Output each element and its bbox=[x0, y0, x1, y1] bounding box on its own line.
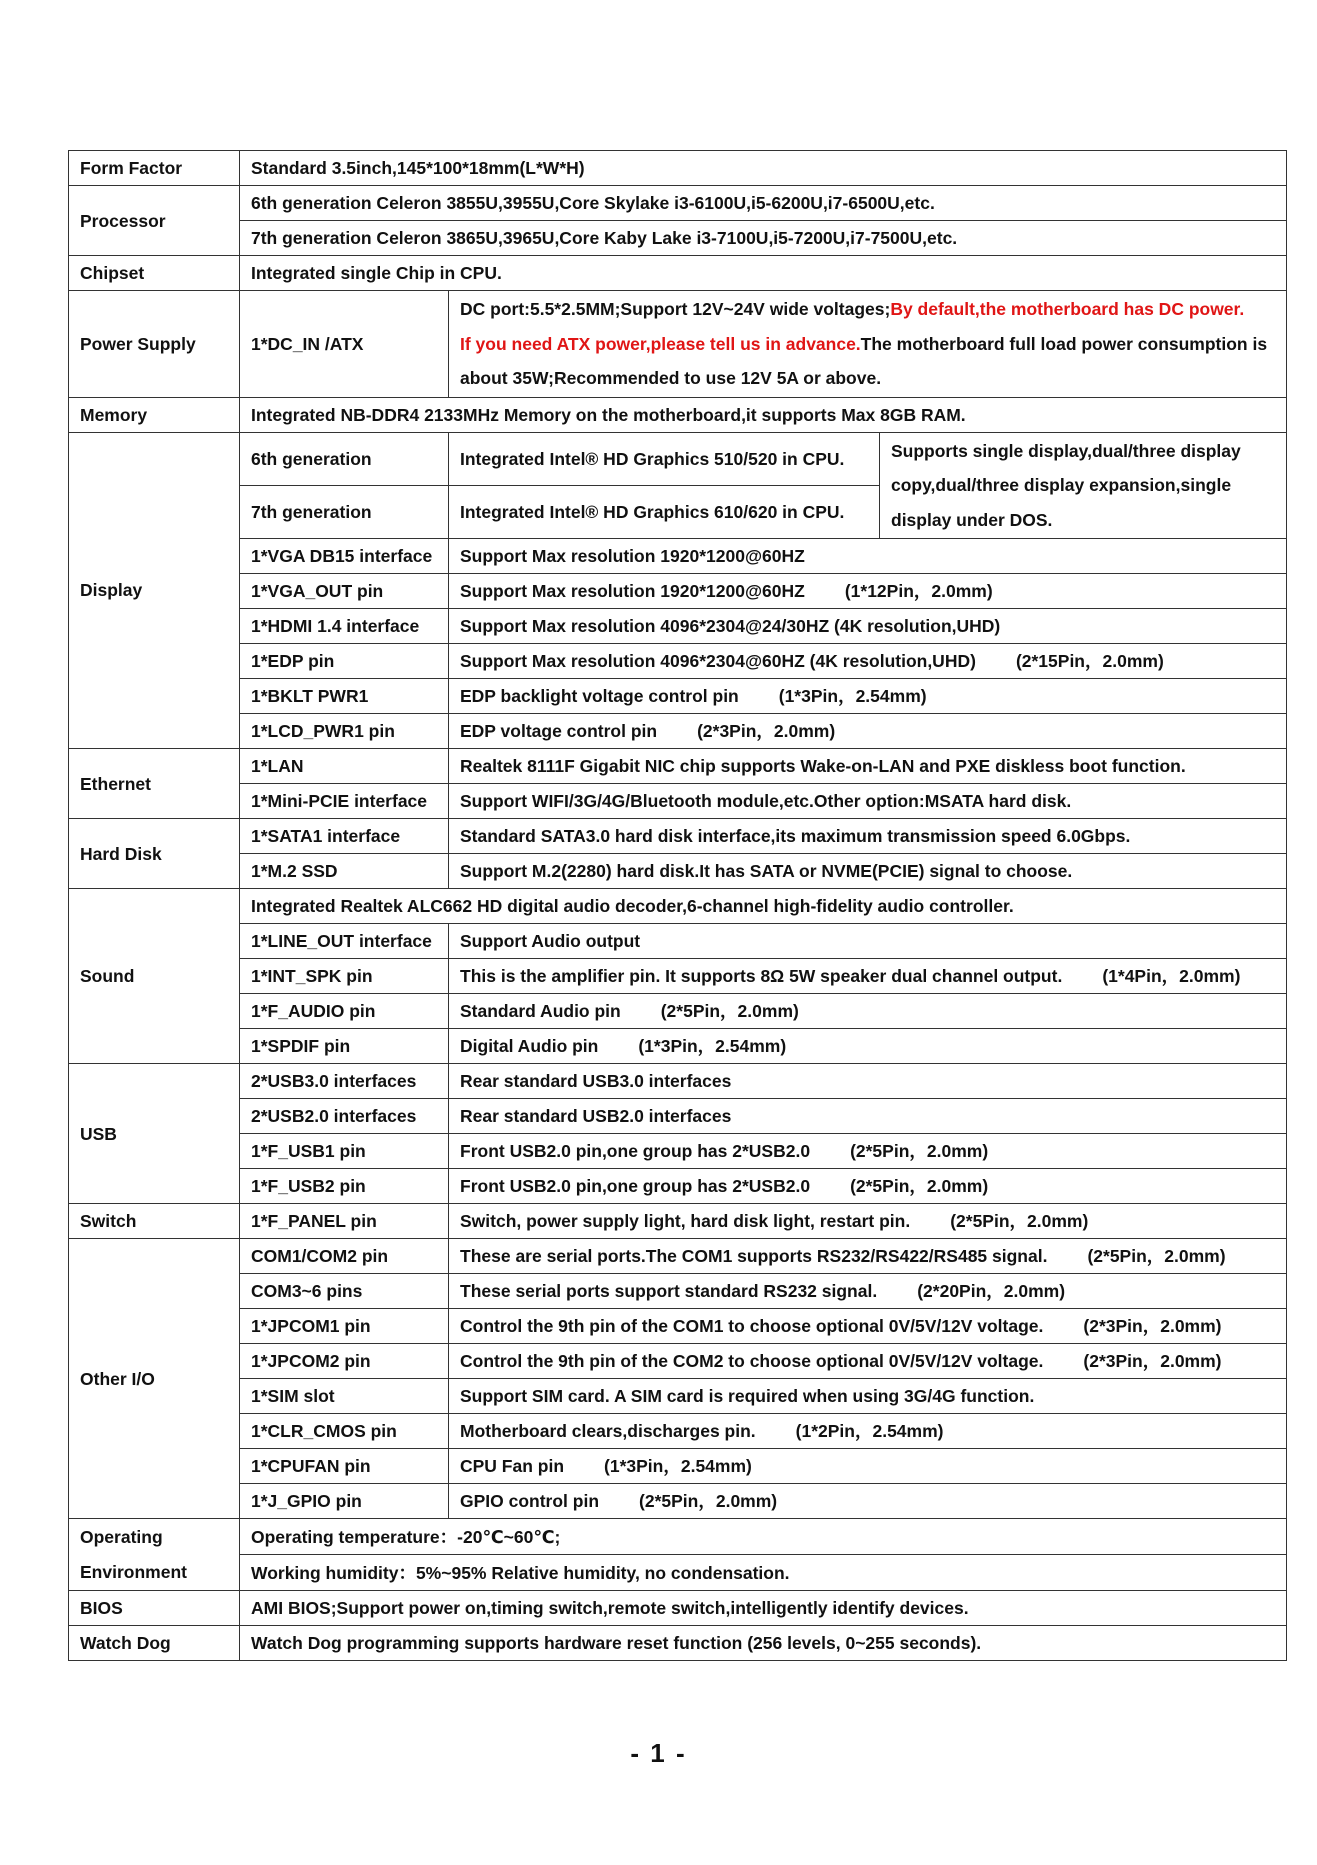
description-text: Support Audio output bbox=[460, 931, 641, 951]
row-display bbox=[69, 679, 1287, 714]
description-text: Support Max resolution 1920*1200@60HZ bbox=[460, 546, 805, 566]
row-label: Ethernet bbox=[69, 749, 240, 819]
row-value: Integrated Realtek ALC662 HD digital audio decoder,6-channel high-fidelity audio controller. bbox=[240, 889, 1287, 924]
item-description bbox=[449, 959, 1287, 994]
row-label: Display bbox=[69, 432, 240, 749]
item-description bbox=[449, 1484, 1287, 1519]
pin-spec: (1*4Pin，2.0mm) bbox=[1102, 966, 1241, 986]
item-name: 1*F_AUDIO pin bbox=[240, 994, 449, 1029]
row-other-io bbox=[69, 1309, 1287, 1344]
pin-spec: (1*3Pin，2.54mm) bbox=[638, 1036, 787, 1056]
item-description bbox=[449, 1064, 1287, 1099]
row-display bbox=[69, 714, 1287, 749]
row-sound bbox=[69, 1029, 1287, 1064]
description-text: Front USB2.0 pin,one group has 2*USB2.0 bbox=[460, 1176, 811, 1196]
pin-spec: (2*5Pin，2.0mm) bbox=[850, 1141, 989, 1161]
description-text: Support SIM card. A SIM card is required when using 3G/4G function. bbox=[460, 1386, 1035, 1406]
row-value: Working humidity：5%~95% Relative humidity, no condensation. bbox=[240, 1555, 1287, 1591]
item-name: 1*LCD_PWR1 pin bbox=[240, 714, 449, 749]
row-display bbox=[69, 644, 1287, 679]
row-label: Chipset bbox=[69, 256, 240, 291]
description-text: Support WIFI/3G/4G/Bluetooth module,etc.Other option:MSATA hard disk. bbox=[460, 791, 1072, 811]
pin-spec: (1*2Pin，2.54mm) bbox=[795, 1421, 944, 1441]
pin-spec: (2*5Pin，2.0mm) bbox=[1087, 1246, 1226, 1266]
pin-spec: (2*20Pin，2.0mm) bbox=[917, 1281, 1066, 1301]
item-description bbox=[449, 679, 1287, 714]
item-description bbox=[449, 854, 1287, 889]
row-sound bbox=[69, 994, 1287, 1029]
description-text: These are serial ports.The COM1 supports RS232/RS422/RS485 signal. bbox=[460, 1246, 1048, 1266]
item-name: 1*INT_SPK pin bbox=[240, 959, 449, 994]
row-bios bbox=[69, 1591, 1287, 1626]
row-display bbox=[69, 539, 1287, 574]
description-text: EDP backlight voltage control pin bbox=[460, 686, 739, 706]
spec-table bbox=[68, 150, 1287, 1661]
description-text: GPIO control pin bbox=[460, 1491, 600, 1511]
item-name: 1*F_USB2 pin bbox=[240, 1169, 449, 1204]
row-switch bbox=[69, 1204, 1287, 1239]
item-name: 1*BKLT PWR1 bbox=[240, 679, 449, 714]
item-description bbox=[449, 1344, 1287, 1379]
item-name: 1*VGA_OUT pin bbox=[240, 574, 449, 609]
row-other-io bbox=[69, 1484, 1287, 1519]
row-power-supply bbox=[69, 291, 1287, 398]
spec-table-body bbox=[69, 151, 1287, 1661]
item-name: 1*VGA DB15 interface bbox=[240, 539, 449, 574]
item-name: COM3~6 pins bbox=[240, 1274, 449, 1309]
item-description bbox=[449, 1379, 1287, 1414]
item-name: 1*J_GPIO pin bbox=[240, 1484, 449, 1519]
description-text: Support M.2(2280) hard disk.It has SATA or NVME(PCIE) signal to choose. bbox=[460, 861, 1073, 881]
item-name: COM1/COM2 pin bbox=[240, 1239, 449, 1274]
item-name: 1*SATA1 interface bbox=[240, 819, 449, 854]
row-environment bbox=[69, 1519, 1287, 1555]
row-processor bbox=[69, 221, 1287, 256]
row-value: AMI BIOS;Support power on,timing switch,remote switch,intelligently identify devices. bbox=[240, 1591, 1287, 1626]
description-text: Standard Audio pin bbox=[460, 1001, 621, 1021]
item-description bbox=[449, 1239, 1287, 1274]
pin-spec: (2*15Pin，2.0mm) bbox=[1015, 651, 1164, 671]
description-text: Front USB2.0 pin,one group has 2*USB2.0 bbox=[460, 1141, 811, 1161]
warning-text: If you need ATX power,please tell us in advance. bbox=[460, 333, 861, 354]
item-description bbox=[449, 1169, 1287, 1204]
warning-text: By default,the motherboard has DC power. bbox=[890, 299, 1245, 319]
row-sound bbox=[69, 959, 1287, 994]
row-display bbox=[69, 574, 1287, 609]
item-name: 1*DC_IN /ATX bbox=[240, 291, 449, 398]
row-sound bbox=[69, 924, 1287, 959]
row-label: Watch Dog bbox=[69, 1626, 240, 1661]
power-description bbox=[449, 291, 1287, 398]
item-name: 1*LAN bbox=[240, 749, 449, 784]
description-text: This is the amplifier pin. It supports 8Ω 5W speaker dual channel output. bbox=[460, 966, 1063, 986]
row-label: BIOS bbox=[69, 1591, 240, 1626]
row-usb bbox=[69, 1064, 1287, 1099]
pin-spec: (2*3Pin，2.0mm) bbox=[1083, 1316, 1222, 1336]
row-display bbox=[69, 609, 1287, 644]
item-description bbox=[449, 994, 1287, 1029]
row-label: Power Supply bbox=[69, 291, 240, 398]
row-other-io bbox=[69, 1274, 1287, 1309]
row-label: Memory bbox=[69, 397, 240, 432]
item-description bbox=[449, 1099, 1287, 1134]
item-description bbox=[449, 749, 1287, 784]
description-text: Support Max resolution 1920*1200@60HZ bbox=[460, 581, 805, 601]
item-name: 1*SIM slot bbox=[240, 1379, 449, 1414]
row-value: Integrated single Chip in CPU. bbox=[240, 256, 1287, 291]
row-usb bbox=[69, 1099, 1287, 1134]
item-name: 2*USB3.0 interfaces bbox=[240, 1064, 449, 1099]
row-memory bbox=[69, 397, 1287, 432]
item-description bbox=[449, 574, 1287, 609]
item-description bbox=[449, 1204, 1287, 1239]
description-text: Control the 9th pin of the COM2 to choose optional 0V/5V/12V voltage. bbox=[460, 1351, 1044, 1371]
row-processor bbox=[69, 186, 1287, 221]
row-label: Form Factor bbox=[69, 151, 240, 186]
item-description bbox=[449, 819, 1287, 854]
pin-spec: (1*12Pin，2.0mm) bbox=[844, 581, 993, 601]
row-other-io bbox=[69, 1239, 1287, 1274]
item-description bbox=[449, 644, 1287, 679]
row-hard-disk bbox=[69, 819, 1287, 854]
item-description bbox=[449, 1309, 1287, 1344]
pin-spec: (2*5Pin，2.0mm) bbox=[850, 1176, 989, 1196]
row-sound bbox=[69, 889, 1287, 924]
row-other-io bbox=[69, 1414, 1287, 1449]
item-name: 1*HDMI 1.4 interface bbox=[240, 609, 449, 644]
description-text: Digital Audio pin bbox=[460, 1036, 599, 1056]
row-display bbox=[69, 432, 1287, 485]
row-value: 6th generation Celeron 3855U,3955U,Core Skylake i3-6100U,i5-6200U,i7-6500U,etc. bbox=[240, 186, 1287, 221]
item-description bbox=[449, 539, 1287, 574]
description-text: EDP voltage control pin bbox=[460, 721, 658, 741]
row-ethernet bbox=[69, 784, 1287, 819]
item-description: Integrated Intel® HD Graphics 510/520 in CPU. bbox=[449, 432, 880, 485]
row-label: Other I/O bbox=[69, 1239, 240, 1519]
description-text: DC port:5.5*2.5MM;Support 12V~24V wide voltages; bbox=[460, 299, 891, 319]
pin-spec: (1*3Pin，2.54mm) bbox=[778, 686, 927, 706]
pin-spec: (1*3Pin，2.54mm) bbox=[604, 1456, 752, 1476]
row-label: Hard Disk bbox=[69, 819, 240, 889]
row-form-factor bbox=[69, 151, 1287, 186]
item-description bbox=[449, 714, 1287, 749]
item-description: Integrated Intel® HD Graphics 610/620 in CPU. bbox=[449, 485, 880, 538]
row-value: Standard 3.5inch,145*100*18mm(L*W*H) bbox=[240, 151, 1287, 186]
row-label: Operating Environment bbox=[69, 1519, 240, 1591]
description-text: Standard SATA3.0 hard disk interface,its maximum transmission speed 6.0Gbps. bbox=[460, 826, 1131, 846]
page-number: - 1 - bbox=[630, 1738, 687, 1768]
item-name: 1*JPCOM1 pin bbox=[240, 1309, 449, 1344]
item-name: 7th generation bbox=[240, 485, 449, 538]
row-label: Switch bbox=[69, 1204, 240, 1239]
description-text: The motherboard full load power consumption is about 35W;Recommended to use 12V 5A or above. bbox=[460, 333, 1268, 388]
row-value: Watch Dog programming supports hardware reset function (256 levels, 0~255 seconds). bbox=[240, 1626, 1287, 1661]
row-watchdog bbox=[69, 1626, 1287, 1661]
pin-spec: (2*5Pin，2.0mm) bbox=[660, 1001, 799, 1021]
row-environment bbox=[69, 1555, 1287, 1591]
item-description bbox=[449, 924, 1287, 959]
item-name: 1*Mini-PCIE interface bbox=[240, 784, 449, 819]
display-note: Supports single display,dual/three display copy,dual/three display expansion,single display under DOS. bbox=[880, 432, 1287, 539]
description-text: Realtek 8111F Gigabit NIC chip supports Wake-on-LAN and PXE diskless boot function. bbox=[460, 756, 1186, 776]
row-label: Processor bbox=[69, 186, 240, 256]
item-name: 1*SPDIF pin bbox=[240, 1029, 449, 1064]
description-text: Rear standard USB3.0 interfaces bbox=[460, 1071, 732, 1091]
item-name: 1*M.2 SSD bbox=[240, 854, 449, 889]
item-description bbox=[449, 1274, 1287, 1309]
pin-spec: (2*3Pin，2.0mm) bbox=[697, 721, 836, 741]
item-name: 1*EDP pin bbox=[240, 644, 449, 679]
row-ethernet bbox=[69, 749, 1287, 784]
description-text: These serial ports support standard RS232 signal. bbox=[460, 1281, 878, 1301]
item-description bbox=[449, 1029, 1287, 1064]
item-name: 2*USB2.0 interfaces bbox=[240, 1099, 449, 1134]
description-text: Support Max resolution 4096*2304@60HZ (4K resolution,UHD) bbox=[460, 651, 976, 671]
item-name: 1*F_USB1 pin bbox=[240, 1134, 449, 1169]
description-text: Switch, power supply light, hard disk light, restart pin. bbox=[460, 1211, 911, 1231]
description-text: Motherboard clears,discharges pin. bbox=[460, 1421, 756, 1441]
row-label: Sound bbox=[69, 889, 240, 1064]
row-value: 7th generation Celeron 3865U,3965U,Core Kaby Lake i3-7100U,i5-7200U,i7-7500U,etc. bbox=[240, 221, 1287, 256]
pin-spec: (2*5Pin，2.0mm) bbox=[639, 1491, 778, 1511]
item-name: 1*JPCOM2 pin bbox=[240, 1344, 449, 1379]
description-text: Rear standard USB2.0 interfaces bbox=[460, 1106, 732, 1126]
item-description bbox=[449, 1414, 1287, 1449]
row-label: USB bbox=[69, 1064, 240, 1204]
row-value: Integrated NB-DDR4 2133MHz Memory on the motherboard,it supports Max 8GB RAM. bbox=[240, 397, 1287, 432]
description-text: Support Max resolution 4096*2304@24/30HZ (4K resolution,UHD) bbox=[460, 616, 1001, 636]
row-other-io bbox=[69, 1379, 1287, 1414]
item-name: 1*CPUFAN pin bbox=[240, 1449, 449, 1484]
pin-spec: (2*3Pin，2.0mm) bbox=[1083, 1351, 1222, 1371]
row-usb bbox=[69, 1134, 1287, 1169]
item-name: 1*LINE_OUT interface bbox=[240, 924, 449, 959]
row-hard-disk bbox=[69, 854, 1287, 889]
item-description bbox=[449, 1134, 1287, 1169]
item-name: 6th generation bbox=[240, 432, 449, 485]
row-other-io bbox=[69, 1344, 1287, 1379]
row-value: Operating temperature：-20℃~60℃; bbox=[240, 1519, 1287, 1555]
item-description bbox=[449, 784, 1287, 819]
pin-spec: (2*5Pin，2.0mm) bbox=[950, 1211, 1089, 1231]
item-description bbox=[449, 1449, 1287, 1484]
description-text: CPU Fan pin bbox=[460, 1456, 565, 1476]
description-text: Control the 9th pin of the COM1 to choose optional 0V/5V/12V voltage. bbox=[460, 1316, 1044, 1336]
row-chipset bbox=[69, 256, 1287, 291]
row-usb bbox=[69, 1169, 1287, 1204]
item-description bbox=[449, 609, 1287, 644]
item-name: 1*F_PANEL pin bbox=[240, 1204, 449, 1239]
row-other-io bbox=[69, 1449, 1287, 1484]
item-name: 1*CLR_CMOS pin bbox=[240, 1414, 449, 1449]
